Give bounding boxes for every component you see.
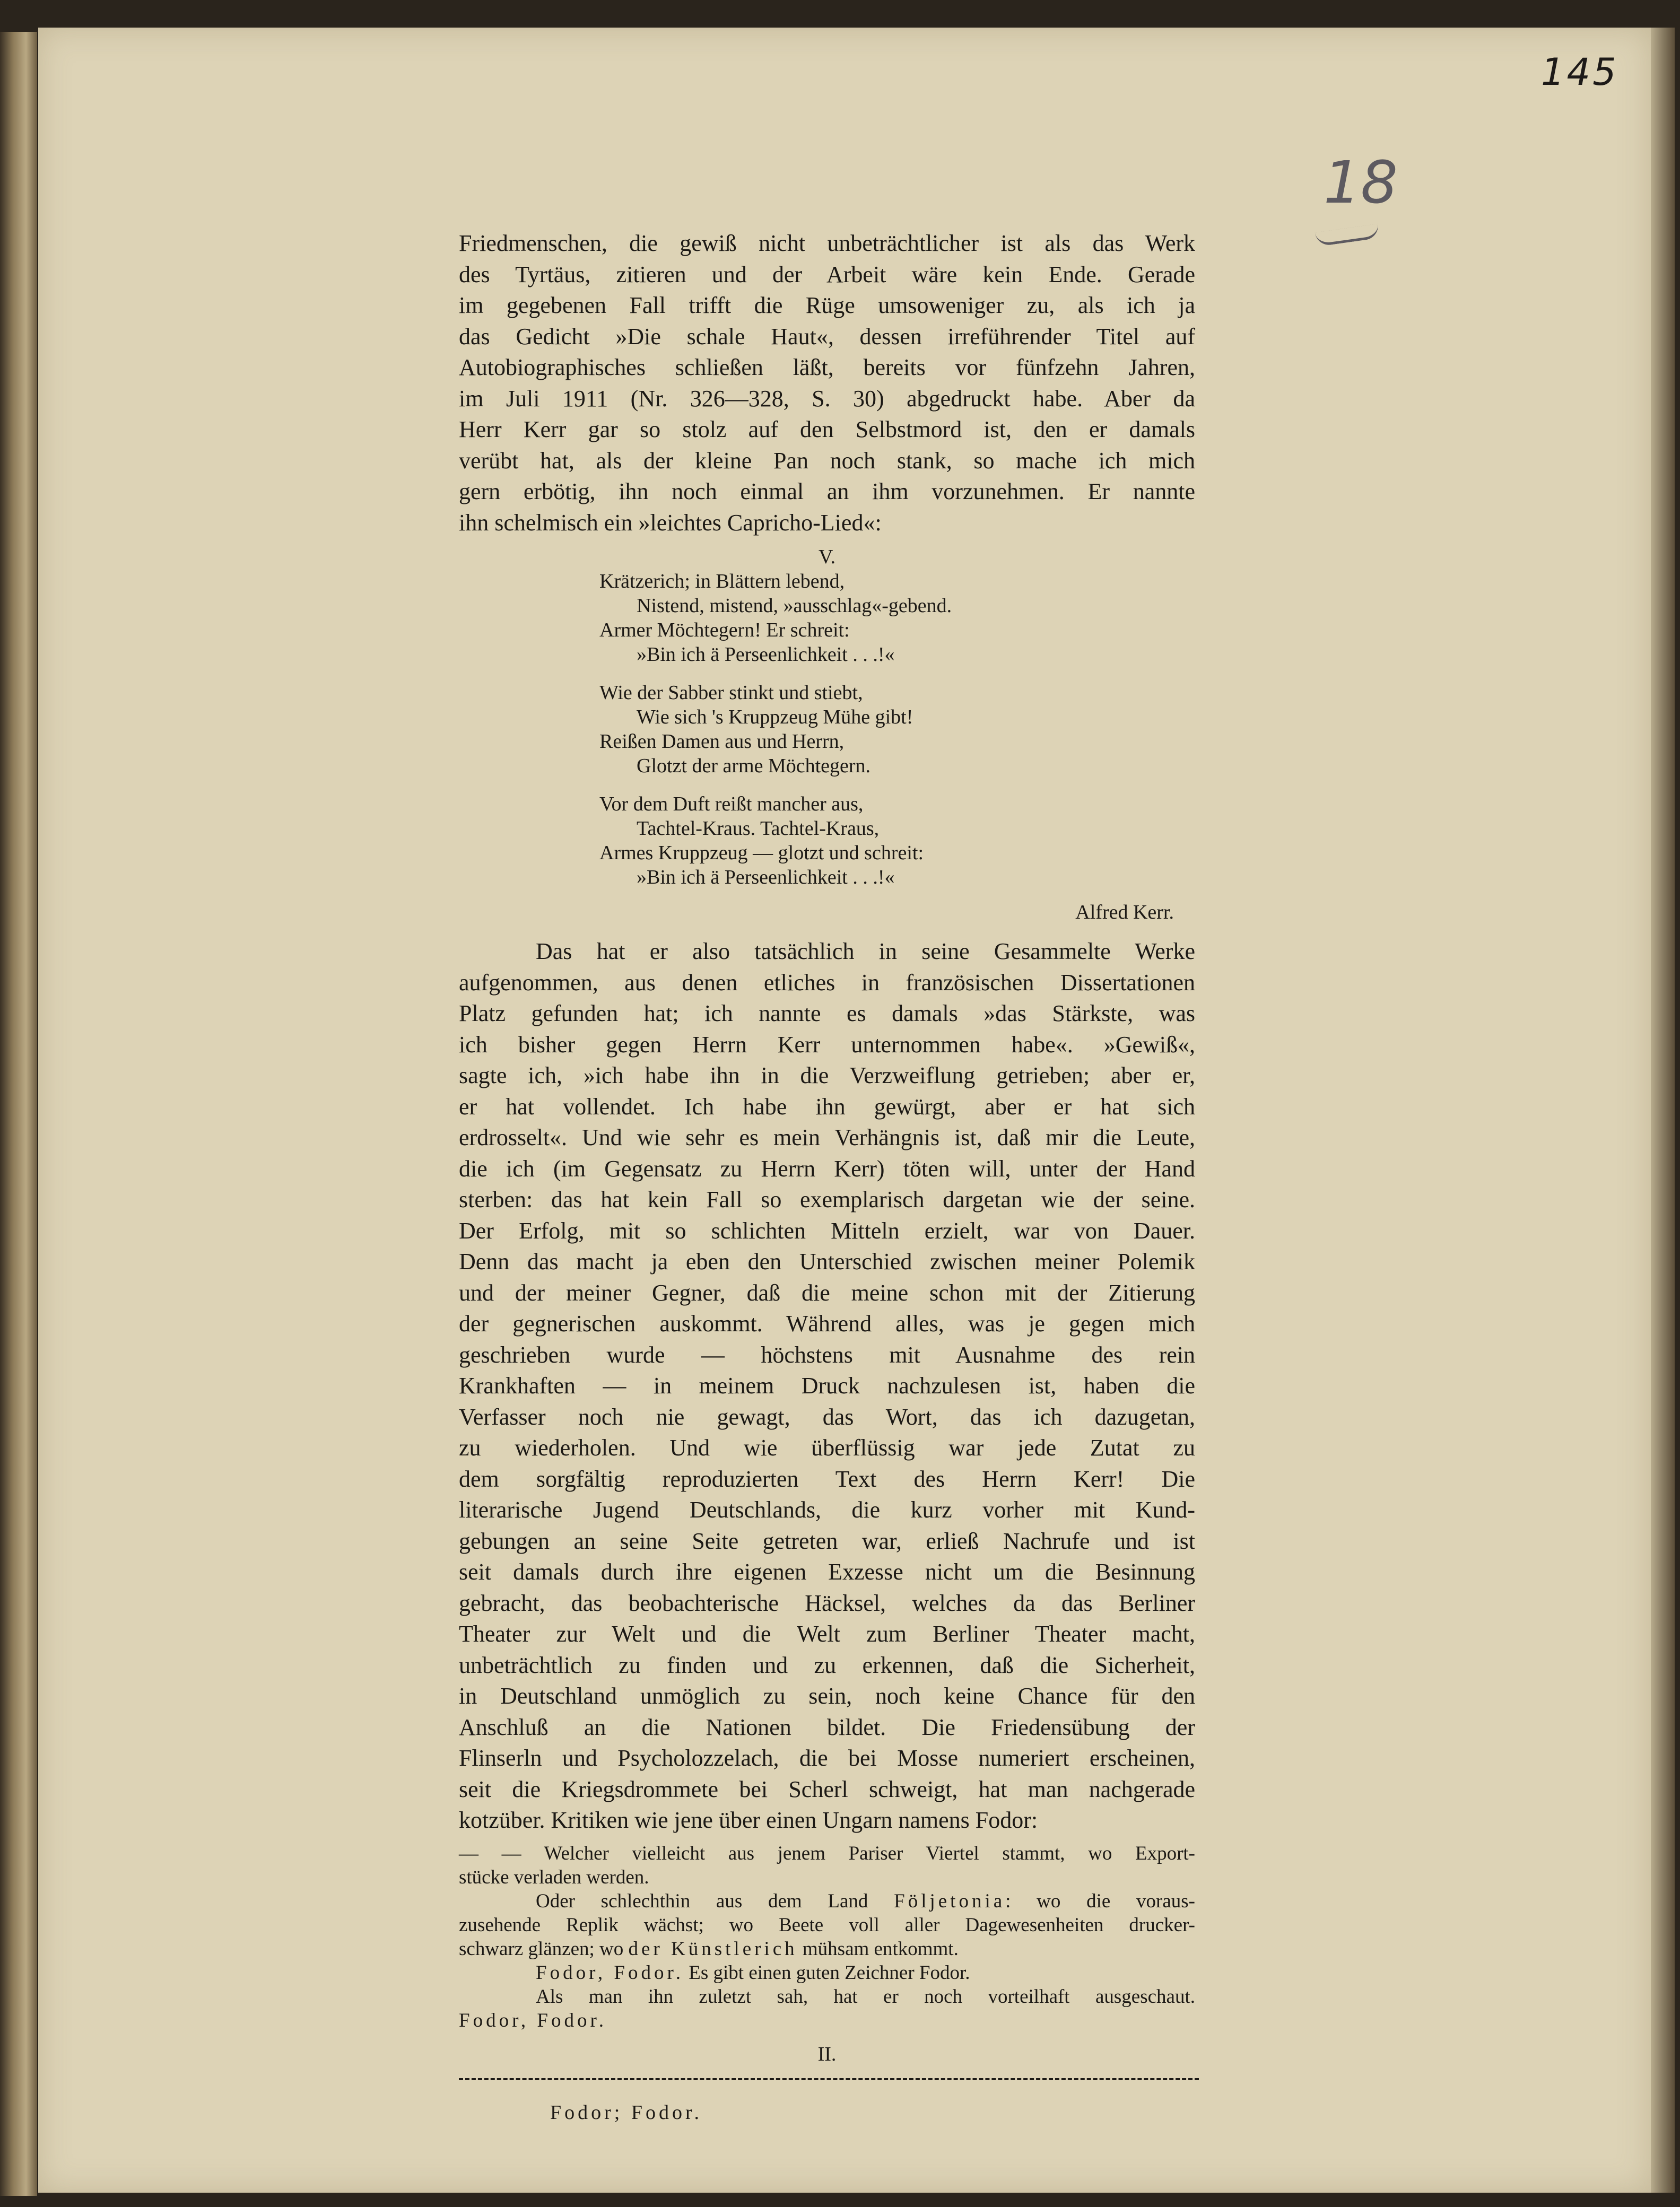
- text-line: Autobiographisches schließen läßt, bereits vor fünfzehn Jahren,: [459, 354, 1195, 380]
- text-line: ihn schelmisch ein »leichtes Capricho-Lied«:: [459, 509, 882, 536]
- text-line: Platz gefunden hat; ich nannte es damals »das Stärkste, was: [459, 1000, 1195, 1026]
- quoted-review: [459, 1842, 1195, 2032]
- text-line: Friedmenschen, die gewiß nicht unbeträchtlicher ist als das Werk: [459, 230, 1195, 256]
- verse-line: Wie der Sabber stinkt und stiebt,: [599, 682, 863, 704]
- quote-fragment: Es gibt einen guten Zeichner Fodor.: [684, 1961, 970, 1984]
- text-line: und der meiner Gegner, daß die meine schon mit der Zitierung: [459, 1279, 1195, 1306]
- quote-fragment: Oder schlechthin aus dem Land: [536, 1890, 894, 1912]
- verse-line: »Bin ich ä Perseenlichkeit . . .!«: [637, 643, 895, 666]
- poem-author: Alfred Kerr.: [1075, 901, 1174, 923]
- poem: [599, 569, 1195, 889]
- verse-line: Vor dem Duft reißt mancher aus,: [599, 793, 864, 815]
- quote-spaced-word: Fodor, Fodor.: [536, 1961, 684, 1984]
- text-line: Anschluß an die Nationen bildet. Die Friedensübung der: [459, 1714, 1195, 1740]
- verse-line: Nistend, mistend, »ausschlag«-gebend.: [637, 595, 952, 617]
- text-line: gebungen an seine Seite getreten war, erließ Nachrufe und ist: [459, 1528, 1195, 1554]
- quote-line: [459, 2009, 1195, 2032]
- text-line: in Deutschland unmöglich zu sein, noch keine Chance für den: [459, 1683, 1195, 1709]
- text-line: erdrosselt«. Und wie sehr es mein Verhängnis ist, daß mir die Leute,: [459, 1124, 1195, 1150]
- verse-line: Glotzt der arme Möchtegern.: [637, 755, 871, 777]
- poem-number: V.: [818, 546, 836, 568]
- quote-fragment: mühsam entkommt.: [797, 1938, 959, 1960]
- quote-line: zusehende Replik wächst; wo Beete voll aller Dagewesenheiten drucker-: [459, 1914, 1195, 1936]
- text-line: im Juli 1911 (Nr. 326—328, S. 30) abgedruckt habe. Aber da: [459, 385, 1195, 412]
- quote-line: [459, 1937, 1195, 1961]
- text-line: seit damals durch ihre eigenen Exzesse nicht um die Besinnung: [459, 1559, 1195, 1585]
- verse-line: Reißen Damen aus und Herrn,: [599, 730, 845, 753]
- folio-number: 145: [1541, 50, 1618, 94]
- page-edge-shadow: [1651, 28, 1675, 2193]
- pencil-annotation: 18: [1324, 149, 1398, 216]
- text-line: Der Erfolg, mit so schlichten Mitteln erzielt, war von Dauer.: [459, 1217, 1195, 1244]
- text-line: Krankhaften — in meinem Druck nachzulesen ist, haben die: [459, 1373, 1195, 1399]
- footer-line: Fodor; Fodor.: [550, 2101, 703, 2124]
- quote-line: stücke verladen werden.: [459, 1866, 649, 1888]
- stanza: [599, 792, 1195, 889]
- verse-line: »Bin ich ä Perseenlichkeit . . .!«: [637, 866, 895, 888]
- verse-line: Wie sich 's Kruppzeug Mühe gibt!: [637, 706, 913, 728]
- previous-page-edge: [0, 32, 37, 2196]
- quote-fragment: : wo die voraus-: [1005, 1890, 1195, 1912]
- text-line: der gegnerischen auskommt. Während alles, was je gegen mich: [459, 1311, 1195, 1337]
- text-line: seit die Kriegsdrommete bei Scherl schweigt, hat man nachgerade: [459, 1776, 1195, 1802]
- quote-spaced-word: Fodor, Fodor.: [459, 2009, 607, 2031]
- text-line: Das hat er also tatsächlich in seine Gesammelte Werke: [536, 938, 1195, 964]
- text-line: im gegebenen Fall trifft die Rüge umsoweniger zu, als ich ja: [459, 292, 1195, 318]
- main-text: [459, 228, 1195, 2125]
- text-line: ich bisher gegen Herrn Kerr unternommen habe«. »Gewiß«,: [459, 1031, 1195, 1058]
- paragraph-1: [459, 228, 1195, 538]
- text-line: verübt hat, als der kleine Pan noch stank, so mache ich mich: [459, 447, 1195, 474]
- text-line: Verfasser noch nie gewagt, das Wort, das ich dazugetan,: [459, 1403, 1195, 1430]
- text-line: gebracht, das beobachterische Häcksel, welches da das Berliner: [459, 1590, 1195, 1616]
- paragraph-2: [459, 936, 1195, 1836]
- verse-line: Krätzerich; in Blättern lebend,: [599, 570, 845, 592]
- text-line: Theater zur Welt und die Welt zum Berliner Theater macht,: [459, 1621, 1195, 1647]
- text-line: geschrieben wurde — höchstens mit Ausnahme des rein: [459, 1341, 1195, 1368]
- text-line: literarische Jugend Deutschlands, die kurz vorher mit Kund-: [459, 1497, 1195, 1523]
- stanza: [599, 569, 1195, 667]
- verse-line: Tachtel-Kraus. Tachtel-Kraus,: [637, 817, 880, 840]
- stanza: [599, 681, 1195, 778]
- quote-line: Als man ihn zuletzt sah, hat er noch vorteilhaft ausgeschaut.: [536, 1985, 1195, 2008]
- quote-line: [459, 1961, 1195, 1985]
- quote-fragment: schwarz glänzen; wo: [459, 1938, 629, 1960]
- text-line: sagte ich, »ich habe ihn in die Verzweiflung getrieben; aber er,: [459, 1062, 1195, 1088]
- quote-line: [459, 1889, 1195, 1913]
- text-line: Herr Kerr gar so stolz auf den Selbstmord ist, den er damals: [459, 416, 1195, 442]
- quote-line: — — Welcher vielleicht aus jenem Pariser Viertel stammt, wo Export-: [459, 1842, 1195, 1864]
- text-line: gern erbötig, ihn noch einmal an ihm vorzunehmen. Er nannte: [459, 478, 1195, 504]
- text-line: unbeträchtlich zu finden und zu erkennen, daß die Sicherheit,: [459, 1652, 1195, 1678]
- text-line: Denn das macht ja eben den Unterschied zwischen meiner Polemik: [459, 1249, 1195, 1275]
- verse-line: Armes Kruppzeug — glotzt und schreit:: [599, 842, 924, 864]
- section-number: II.: [817, 2043, 837, 2065]
- text-line: Flinserln und Psycholozzelach, die bei Mosse numeriert erscheinen,: [459, 1745, 1195, 1771]
- text-line: die ich (im Gegensatz zu Herrn Kerr) töten will, unter der Hand: [459, 1155, 1195, 1182]
- quote-spaced-word: der Künstlerich: [628, 1938, 798, 1960]
- text-line: er hat vollendet. Ich habe ihn gewürgt, aber er hat sich: [459, 1093, 1195, 1120]
- text-line: des Tyrtäus, zitieren und der Arbeit wäre kein Ende. Gerade: [459, 261, 1195, 287]
- text-line: aufgenommen, aus denen etliches in französischen Dissertationen: [459, 969, 1195, 996]
- text-line: zu wiederholen. Und wie überflüssig war jede Zutat zu: [459, 1435, 1195, 1461]
- text-line: dem sorgfältig reproduzierten Text des Herrn Kerr! Die: [459, 1465, 1195, 1492]
- quote-spaced-word: Följetonia: [894, 1890, 1006, 1912]
- dashed-separator: [459, 2078, 1199, 2080]
- text-line: sterben: das hat kein Fall so exemplarisch dargetan wie der seine.: [459, 1187, 1195, 1212]
- text-line: kotzüber. Kritiken wie jene über einen Ungarn namens Fodor:: [459, 1807, 1038, 1833]
- verse-line: Armer Möchtegern! Er schreit:: [599, 619, 850, 641]
- text-line: das Gedicht »Die schale Haut«, dessen irreführender Titel auf: [459, 323, 1195, 350]
